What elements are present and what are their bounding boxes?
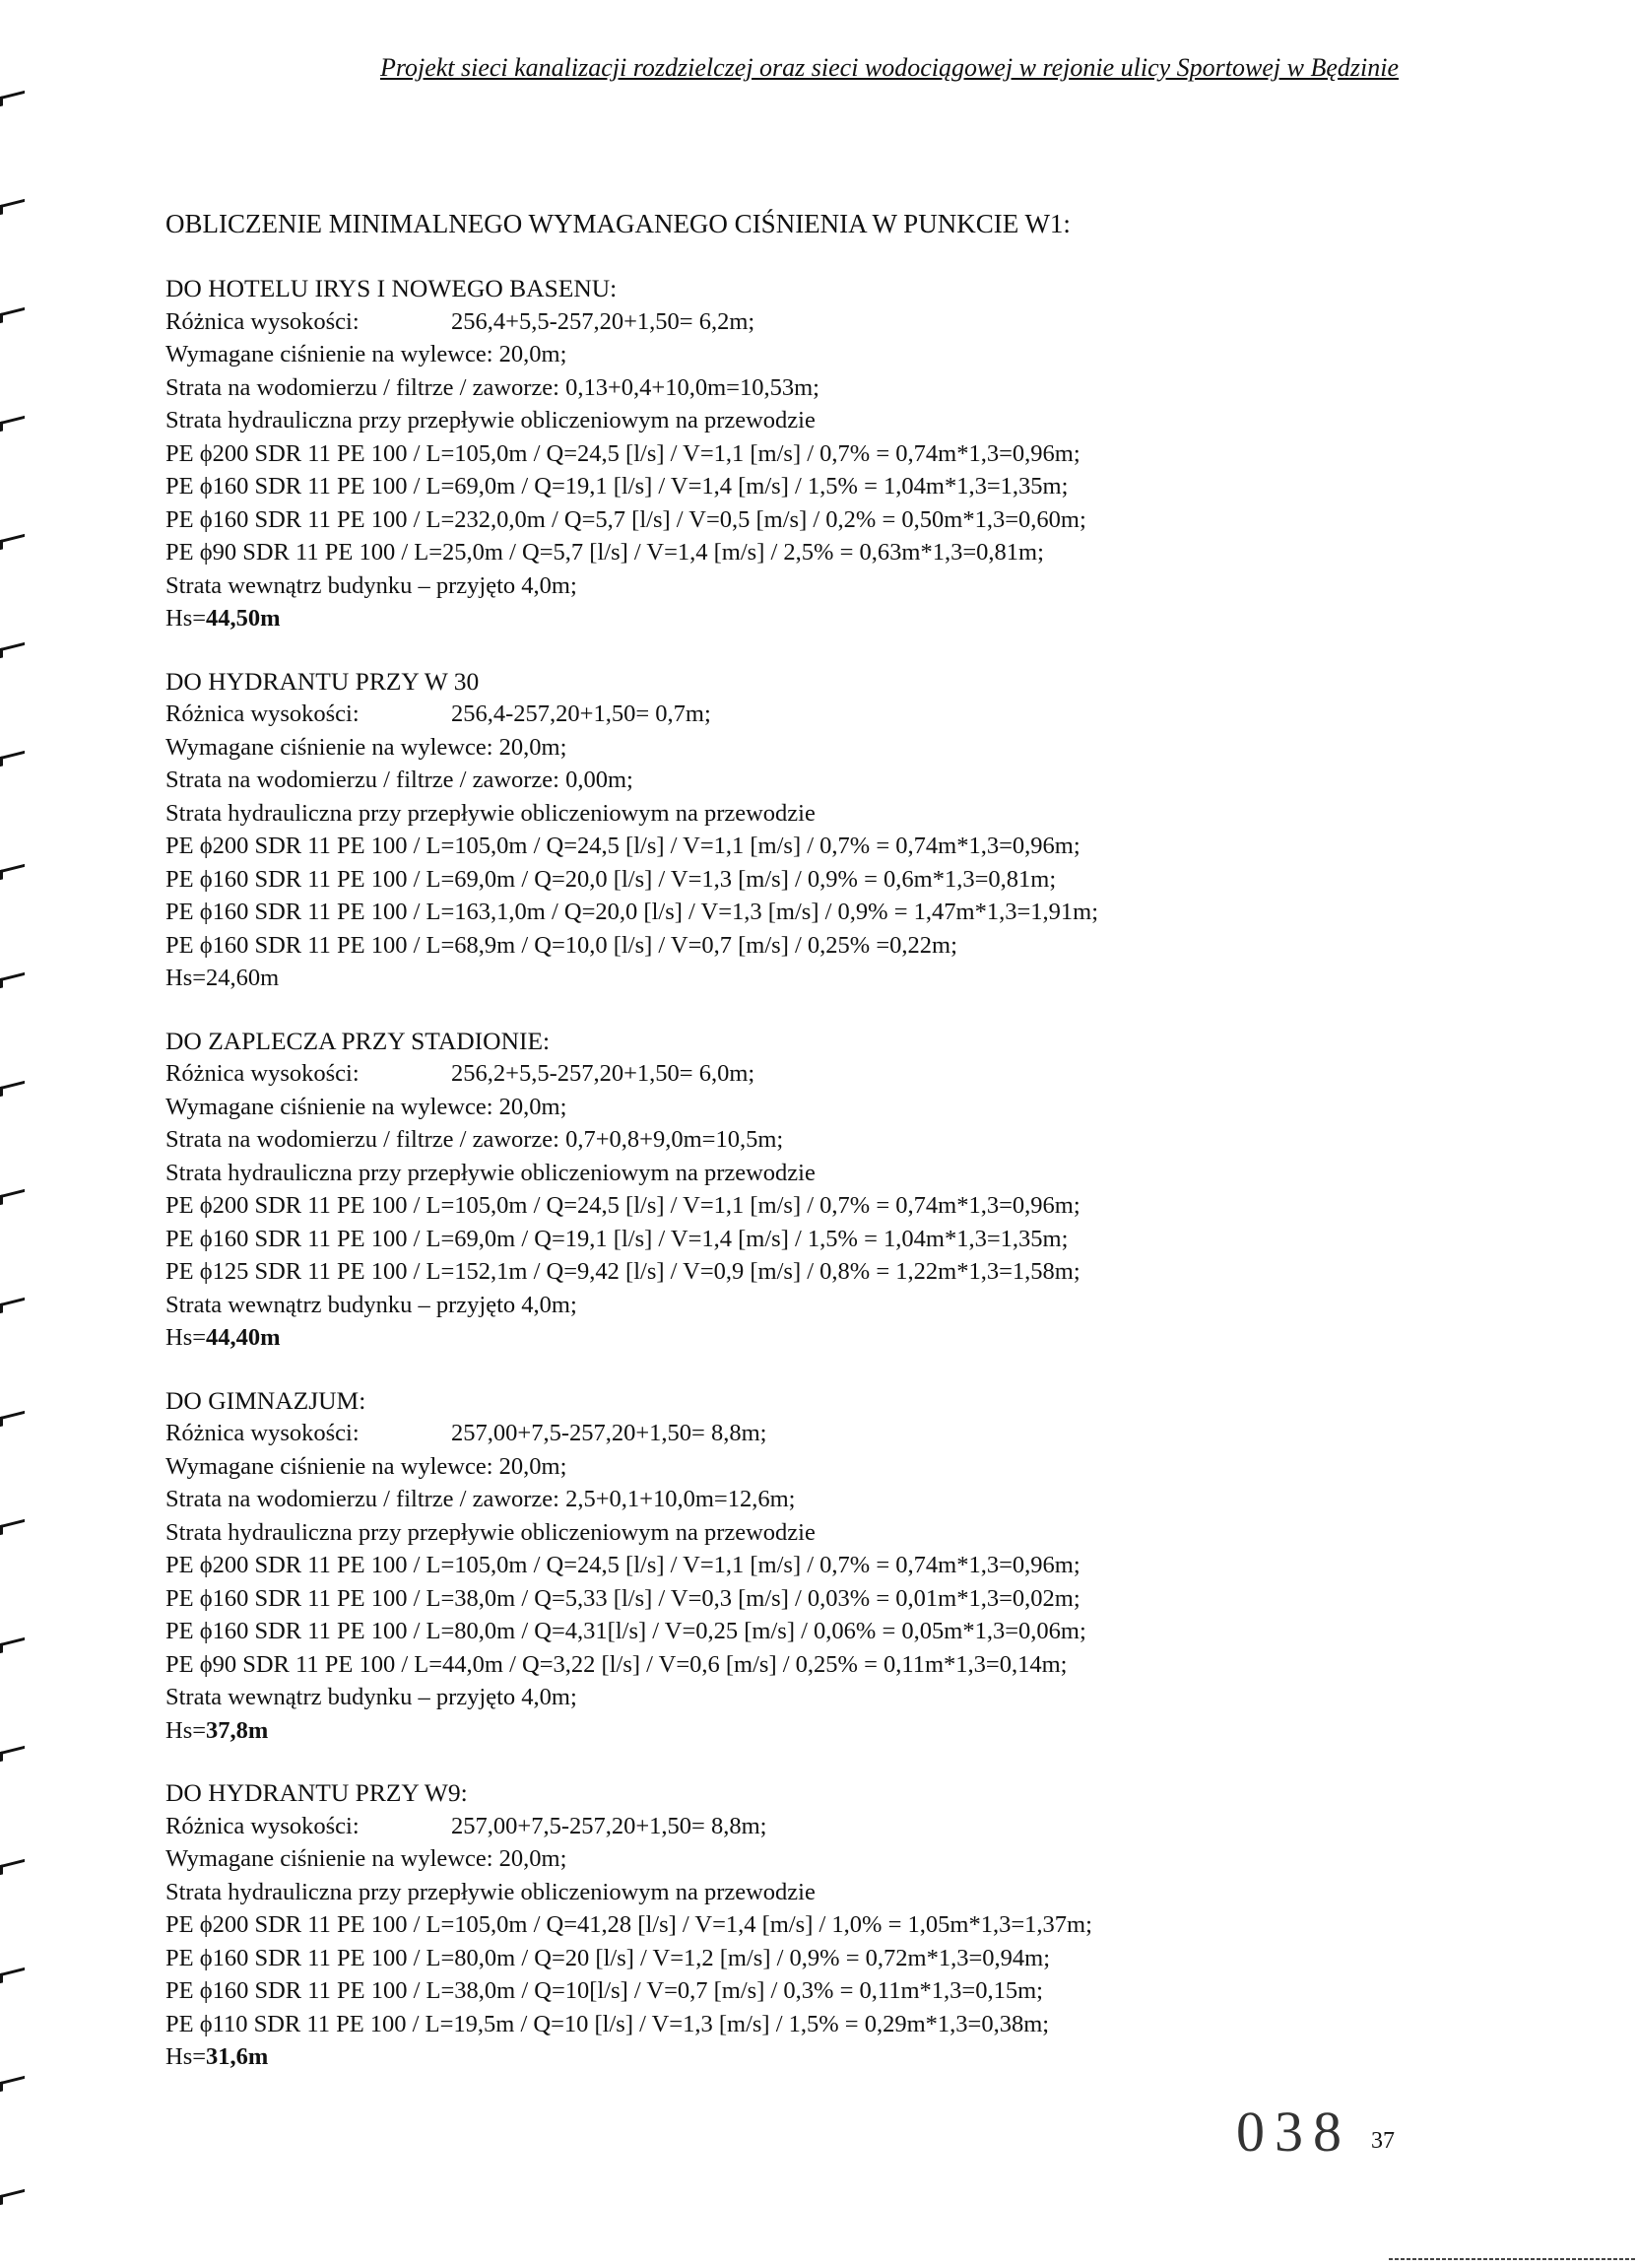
binding-mark (0, 2189, 25, 2205)
height-difference-value: 257,00+7,5-257,20+1,50= 8,8m; (451, 1420, 767, 1446)
hs-prefix: Hs= (165, 1716, 207, 1744)
section-title: DO ZAPLECZA PRZY STADIONIE: (165, 1026, 551, 1055)
calc-line: PE ϕ200 SDR 11 PE 100 / L=105,0m / Q=24,5 [l/s] / V=1,1 [m/s] / 0,7% = 0,74m*1,3=0,96m; (165, 833, 1080, 859)
binding-mark (0, 1859, 25, 1875)
calc-line: Strata na wodomierzu / filtrze / zaworze: 2,5+0,1+10,0m=12,6m; (165, 1486, 796, 1512)
calc-line: Strata hydrauliczna przy przepływie obliczeniowym na przewodzie (165, 1518, 816, 1546)
height-difference-line (165, 305, 1544, 339)
hs-value: 24,60m (206, 965, 280, 991)
section-title: DO HYDRANTU PRZY W 30 (165, 666, 480, 696)
binding-mark (0, 1519, 25, 1535)
page-number: 37 (1371, 2128, 1395, 2154)
binding-mark (0, 199, 25, 215)
calc-section (165, 1384, 1544, 1748)
hs-result-line (165, 602, 1544, 635)
section-title: DO HOTELU IRYS I NOWEGO BASENU: (165, 274, 618, 302)
hs-prefix: Hs= (165, 2043, 207, 2070)
calc-line: Strata na wodomierzu / filtrze / zaworze: 0,13+0,4+10,0m=10,53m; (165, 373, 819, 401)
calc-line: Wymagane ciśnienie na wylewce: 20,0m; (165, 1452, 567, 1480)
height-difference-label: Różnica wysokości: (165, 1420, 360, 1446)
hs-prefix: Hs= (165, 1324, 207, 1351)
height-difference-value: 256,2+5,5-257,20+1,50= 6,0m; (451, 1060, 755, 1087)
page-header-title: Projekt sieci kanalizacji rozdzielczej oraz sieci wodociągowej w rejonie ulicy Sportowej w Będzinie (379, 53, 1399, 82)
calc-line: PE ϕ90 SDR 11 PE 100 / L=25,0m / Q=5,7 [l/s] / V=1,4 [m/s] / 2,5% = 0,63m*1,3=0,81m; (165, 539, 1044, 566)
section-title: DO HYDRANTU PRZY W9: (165, 1778, 468, 1807)
calc-line: Strata hydrauliczna przy przepływie obliczeniowym na przewodzie (165, 407, 816, 434)
binding-mark (0, 1968, 25, 1983)
calc-line: PE ϕ90 SDR 11 PE 100 / L=44,0m / Q=3,22 [l/s] / V=0,6 [m/s] / 0,25% = 0,11m*1,3=0,14m; (165, 1650, 1068, 1678)
binding-mark (0, 2076, 25, 2092)
height-difference-label: Różnica wysokości: (165, 1060, 360, 1087)
calc-line: Strata wewnątrz budynku – przyjęto 4,0m; (165, 571, 577, 599)
hs-value: 44,50m (206, 605, 281, 632)
hs-result-line (165, 1714, 1544, 1748)
binding-mark (0, 307, 25, 323)
hs-result-line (165, 2040, 1544, 2074)
calc-section (165, 1025, 1544, 1355)
calc-line: Strata hydrauliczna przy przepływie obliczeniowym na przewodzie (165, 1878, 816, 1905)
page-heading: OBLICZENIE MINIMALNEGO WYMAGANEGO CIŚNIENIA W PUNKCIE W1: (165, 209, 1071, 238)
height-difference-value: 256,4+5,5-257,20+1,50= 6,2m; (451, 307, 755, 335)
calc-line: Strata na wodomierzu / filtrze / zaworze: 0,00m; (165, 767, 633, 793)
calc-line: Strata hydrauliczna przy przepływie obliczeniowym na przewodzie (165, 799, 816, 827)
calc-line: Strata wewnątrz budynku – przyjęto 4,0m; (165, 1291, 577, 1318)
binding-mark (0, 1411, 25, 1427)
height-difference-line (165, 1417, 1544, 1450)
calc-line: PE ϕ160 SDR 11 PE 100 / L=232,0,0m / Q=5,7 [l/s] / V=0,5 [m/s] / 0,2% = 0,50m*1,3=0,60m; (165, 505, 1086, 533)
calc-line: PE ϕ200 SDR 11 PE 100 / L=105,0m / Q=24,5 [l/s] / V=1,1 [m/s] / 0,7% = 0,74m*1,3=0,96m; (165, 1192, 1080, 1219)
calc-line: PE ϕ110 SDR 11 PE 100 / L=19,5m / Q=10 [l/s] / V=1,3 [m/s] / 1,5% = 0,29m*1,3=0,38m; (165, 2010, 1050, 2037)
hs-value: 37,8m (206, 1716, 269, 1744)
hs-result-line (165, 962, 1544, 995)
calc-line: PE ϕ160 SDR 11 PE 100 / L=69,0m / Q=19,1 [l/s] / V=1,4 [m/s] / 1,5% = 1,04m*1,3=1,35m; (165, 473, 1069, 500)
hs-prefix: Hs= (165, 605, 207, 632)
calc-line: Wymagane ciśnienie na wylewce: 20,0m; (165, 733, 567, 761)
calc-line: PE ϕ160 SDR 11 PE 100 / L=38,0m / Q=5,33 [l/s] / V=0,3 [m/s] / 0,03% = 0,01m*1,3=0,02m; (165, 1584, 1080, 1612)
sections-container (165, 272, 1544, 2074)
binding-mark (0, 534, 25, 550)
binding-mark (0, 1189, 25, 1205)
hs-value: 44,40m (206, 1324, 281, 1351)
calc-line: PE ϕ160 SDR 11 PE 100 / L=69,0m / Q=20,0 [l/s] / V=1,3 [m/s] / 0,9% = 0,6m*1,3=0,81m; (165, 865, 1057, 893)
calc-line: PE ϕ200 SDR 11 PE 100 / L=105,0m / Q=41,28 [l/s] / V=1,4 [m/s] / 1,0% = 1,05m*1,3=1,37m; (165, 1911, 1092, 1938)
calc-line: PE ϕ160 SDR 11 PE 100 / L=80,0m / Q=20 [l/s] / V=1,2 [m/s] / 0,9% = 0,72m*1,3=0,94m; (165, 1944, 1050, 1971)
calc-line: Strata na wodomierzu / filtrze / zaworze: 0,7+0,8+9,0m=10,5m; (165, 1126, 784, 1153)
binding-mark (0, 1298, 25, 1313)
bottom-rule (1389, 2258, 1637, 2260)
binding-mark (0, 416, 25, 432)
calc-section (165, 1776, 1544, 2074)
calc-line: Wymagane ciśnienie na wylewce: 20,0m; (165, 1845, 567, 1872)
binding-mark (0, 1637, 25, 1653)
height-difference-label: Różnica wysokości: (165, 1812, 360, 1839)
page-stamp: 038 (1236, 2100, 1351, 2164)
height-difference-label: Różnica wysokości: (165, 307, 360, 335)
calc-line: Wymagane ciśnienie na wylewce: 20,0m; (165, 1093, 567, 1120)
calc-line: PE ϕ200 SDR 11 PE 100 / L=105,0m / Q=24,5 [l/s] / V=1,1 [m/s] / 0,7% = 0,74m*1,3=0,96m; (165, 439, 1080, 467)
hs-value: 31,6m (206, 2043, 269, 2070)
height-difference-value: 256,4-257,20+1,50= 0,7m; (451, 700, 711, 727)
calc-line: PE ϕ160 SDR 11 PE 100 / L=68,9m / Q=10,0 [l/s] / V=0,7 [m/s] / 0,25% =0,22m; (165, 931, 957, 959)
height-difference-line (165, 1810, 1544, 1843)
section-title: DO GIMNAZJUM: (165, 1385, 366, 1415)
calc-line: Wymagane ciśnienie na wylewce: 20,0m; (165, 341, 567, 367)
binding-mark (0, 864, 25, 880)
calc-line: PE ϕ160 SDR 11 PE 100 / L=80,0m / Q=4,31[l/s] / V=0,25 [m/s] / 0,06% = 0,05m*1,3=0,06m; (165, 1618, 1086, 1644)
calc-line: Strata wewnątrz budynku – przyjęto 4,0m; (165, 1684, 577, 1710)
calc-section (165, 665, 1544, 995)
binding-mark (0, 642, 25, 658)
height-difference-label: Różnica wysokości: (165, 700, 360, 727)
height-difference-line (165, 1057, 1544, 1091)
height-difference-line (165, 698, 1544, 731)
calc-line: PE ϕ160 SDR 11 PE 100 / L=163,1,0m / Q=20,0 [l/s] / V=1,3 [m/s] / 0,9% = 1,47m*1,3=1,91m; (165, 899, 1098, 925)
calc-line: Strata hydrauliczna przy przepływie obliczeniowym na przewodzie (165, 1159, 816, 1186)
binding-mark (0, 751, 25, 767)
document-body (165, 207, 1544, 2103)
binding-mark (0, 91, 25, 106)
calc-line: PE ϕ160 SDR 11 PE 100 / L=38,0m / Q=10[l/s] / V=0,7 [m/s] / 0,3% = 0,11m*1,3=0,15m; (165, 1977, 1043, 2004)
hs-result-line (165, 1321, 1544, 1355)
calc-line: PE ϕ200 SDR 11 PE 100 / L=105,0m / Q=24,5 [l/s] / V=1,1 [m/s] / 0,7% = 0,74m*1,3=0,96m; (165, 1552, 1080, 1578)
calc-line: PE ϕ160 SDR 11 PE 100 / L=69,0m / Q=19,1 [l/s] / V=1,4 [m/s] / 1,5% = 1,04m*1,3=1,35m; (165, 1225, 1069, 1252)
binding-mark (0, 1746, 25, 1762)
binding-mark (0, 1081, 25, 1097)
calc-line: PE ϕ125 SDR 11 PE 100 / L=152,1m / Q=9,42 [l/s] / V=0,9 [m/s] / 0,8% = 1,22m*1,3=1,58m; (165, 1258, 1080, 1285)
height-difference-value: 257,00+7,5-257,20+1,50= 8,8m; (451, 1812, 767, 1839)
binding-mark (0, 972, 25, 988)
hs-prefix: Hs= (165, 965, 207, 991)
calc-section (165, 272, 1544, 635)
